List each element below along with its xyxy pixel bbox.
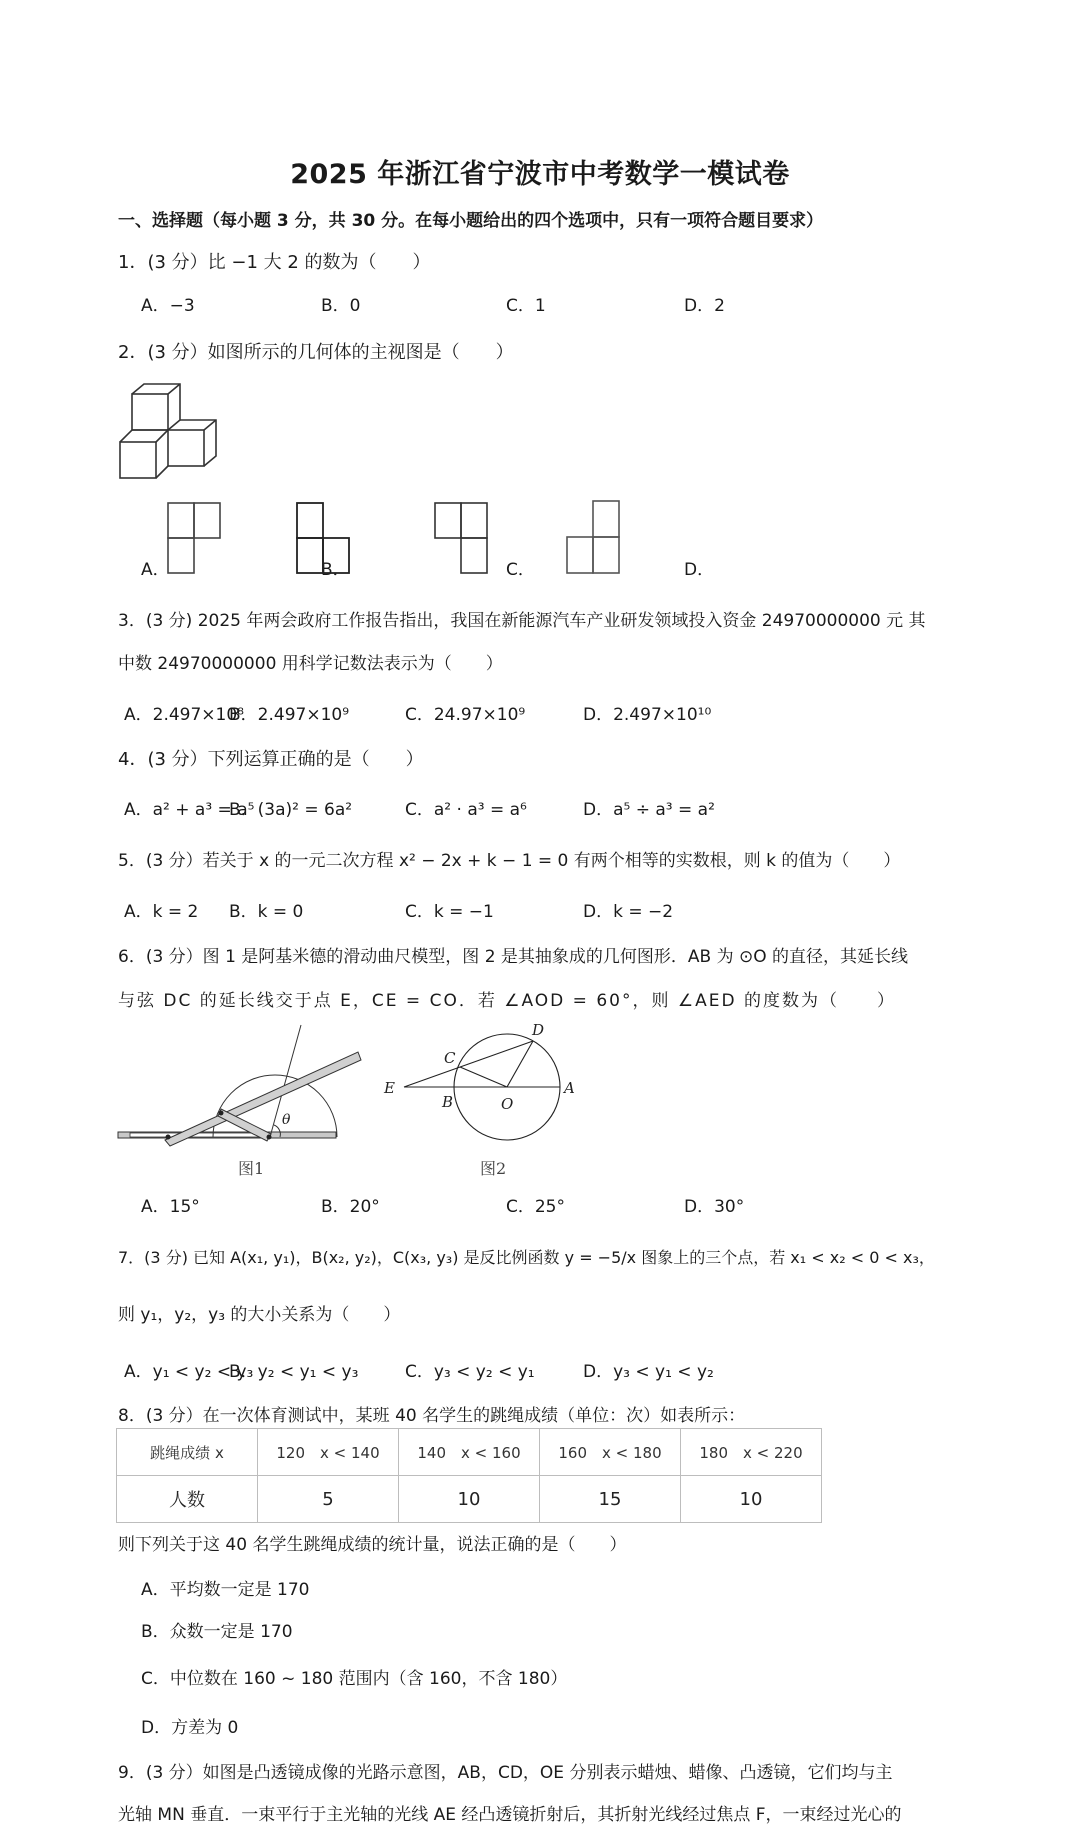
question-1-option-a: A．−3 xyxy=(141,296,195,316)
question-2-option-a: A． xyxy=(141,560,170,580)
question-8-option-d: D．方差为 0 xyxy=(141,1718,239,1738)
question-7-option-b: B．y₂ < y₁ < y₃ xyxy=(229,1362,359,1382)
table-header-row xyxy=(117,1429,822,1476)
question-4-option-b: B．(3a)² = 6a² xyxy=(229,800,353,820)
table-cell: 人数 xyxy=(117,1476,258,1523)
question-1-option-c: C．1 xyxy=(506,296,546,316)
figure-2-circle-geometry xyxy=(380,1021,600,1160)
table-header-cell: 跳绳成绩 x xyxy=(117,1429,258,1476)
table-header-cell: 180 x < 220 xyxy=(681,1429,822,1476)
jump-rope-score-table xyxy=(116,1428,822,1523)
question-6-option-b: B．20° xyxy=(321,1197,380,1217)
question-6-option-d: D．30° xyxy=(684,1197,745,1217)
table-header-cell: 160 x < 180 xyxy=(540,1429,681,1476)
question-2-option-b: B． xyxy=(321,560,350,580)
question-5-option-a: A．k = 2 xyxy=(124,902,199,922)
question-3-option-c: C．24.97×10⁹ xyxy=(405,705,526,725)
question-4-stem: 4．(3 分）下列运算正确的是（ ） xyxy=(118,749,424,770)
figure-1-caption: 图1 xyxy=(238,1159,265,1178)
question-3-stem-line-2: 中数 24970000000 用科学记数法表示为（ ） xyxy=(118,654,503,674)
point-a-label: A xyxy=(564,1079,575,1097)
option-a-front-view-figure xyxy=(167,502,223,574)
question-3-stem-line-1: 3．(3 分) 2025 年两会政府工作报告指出，我国在新能源汽车产业研发领域投入资金 24970000000 元 其 xyxy=(118,611,926,631)
figure-1-sliding-ruler xyxy=(110,1030,350,1170)
table-row xyxy=(117,1476,822,1523)
question-9-stem-line-2: 光轴 MN 垂直．一束平行于主光轴的光线 AE 经凸透镜折射后，其折射光线经过焦点 F，一束经过光心的 xyxy=(118,1805,902,1825)
theta-label: θ xyxy=(282,1112,291,1128)
question-7-stem-line-2: 则 y₁，y₂，y₃ 的大小关系为（ ） xyxy=(118,1305,401,1325)
question-3-option-a: A．2.497×10⁸ xyxy=(124,705,244,725)
option-d-front-view-figure xyxy=(566,500,622,574)
table-cell: 10 xyxy=(399,1476,540,1523)
table-header-cell: 120 x < 140 xyxy=(258,1429,399,1476)
section-heading: 一、选择题（每小题 3 分，共 30 分。在每小题给出的四个选项中，只有一项符合题目要求） xyxy=(118,211,824,231)
option-b-front-view-figure xyxy=(296,502,352,574)
question-5-option-d: D．k = −2 xyxy=(583,902,674,922)
question-6-stem-line-2: 与弦 DC 的延长线交于点 E，CE = CO．若 ∠AOD = 60°，则 ∠AED 的度数为（ ） xyxy=(118,991,896,1011)
question-5-option-b: B．k = 0 xyxy=(229,902,304,922)
point-d-label: D xyxy=(532,1021,545,1039)
point-o-label: O xyxy=(501,1095,514,1113)
figure-2-caption: 图2 xyxy=(480,1159,507,1178)
question-2-option-c: C． xyxy=(506,560,535,580)
question-6-option-c: C．25° xyxy=(506,1197,566,1217)
question-3-option-b: B．2.497×10⁹ xyxy=(229,705,350,725)
question-5-option-c: C．k = −1 xyxy=(405,902,494,922)
point-b-label: B xyxy=(442,1093,454,1111)
question-1-option-b: B．0 xyxy=(321,296,361,316)
question-7-option-c: C．y₃ < y₂ < y₁ xyxy=(405,1362,535,1382)
question-2-option-d: D． xyxy=(684,560,715,580)
option-c-front-view-figure xyxy=(434,502,490,574)
table-header-cell: 140 x < 160 xyxy=(399,1429,540,1476)
table-cell: 10 xyxy=(681,1476,822,1523)
question-6-stem-line-1: 6．(3 分）图 1 是阿基米德的滑动曲尺模型，图 2 是其抽象成的几何图形．AB 为 ⊙O 的直径，其延长线 xyxy=(118,947,909,967)
question-4-option-c: C．a² · a³ = a⁶ xyxy=(405,800,527,820)
question-8-option-a: A．平均数一定是 170 xyxy=(141,1580,310,1600)
question-1-option-d: D．2 xyxy=(684,296,725,316)
question-8-option-b: B．众数一定是 170 xyxy=(141,1622,293,1642)
question-2-stem: 2．(3 分）如图所示的几何体的主视图是（ ） xyxy=(118,342,514,363)
point-e-label: E xyxy=(384,1079,395,1097)
point-c-label: C xyxy=(444,1049,456,1067)
question-7-option-d: D．y₃ < y₁ < y₂ xyxy=(583,1362,714,1382)
question-4-option-d: D．a⁵ ÷ a³ = a² xyxy=(583,800,715,820)
question-7-stem-line-1: 7．(3 分) 已知 A(x₁, y₁)，B(x₂, y₂)，C(x₃, y₃) 是反比例函数 y = −5/x 图象上的三个点，若 x₁ < x₂ < 0 < x₃， xyxy=(118,1248,935,1267)
question-8-followup: 则下列关于这 40 名学生跳绳成绩的统计量，说法正确的是（ ） xyxy=(118,1535,627,1555)
question-3-option-d: D．2.497×10¹⁰ xyxy=(583,705,712,725)
question-5-stem: 5．(3 分）若关于 x 的一元二次方程 x² − 2x + k − 1 = 0 有两个相等的实数根，则 k 的值为（ ） xyxy=(118,851,901,871)
exam-title: 2025 年浙江省宁波市中考数学一模试卷 xyxy=(290,159,790,190)
question-4-option-a: A．a² + a³ = a⁵ xyxy=(124,800,255,820)
three-cube-figure xyxy=(118,382,222,482)
table-cell: 5 xyxy=(258,1476,399,1523)
question-9-stem-line-1: 9．(3 分）如图是凸透镜成像的光路示意图，AB，CD，OE 分别表示蜡烛、蜡像、凸透镜，它们均与主 xyxy=(118,1763,893,1783)
question-8-option-c: C．中位数在 160 ~ 180 范围内（含 160，不含 180） xyxy=(141,1669,568,1689)
question-7-option-a: A．y₁ < y₂ < y₃ xyxy=(124,1362,254,1382)
question-6-option-a: A．15° xyxy=(141,1197,200,1217)
table-cell: 15 xyxy=(540,1476,681,1523)
question-8-stem: 8．(3 分）在一次体育测试中，某班 40 名学生的跳绳成绩（单位：次）如表所示： xyxy=(118,1406,746,1426)
question-1-stem: 1．(3 分）比 −1 大 2 的数为（ ） xyxy=(118,252,431,273)
